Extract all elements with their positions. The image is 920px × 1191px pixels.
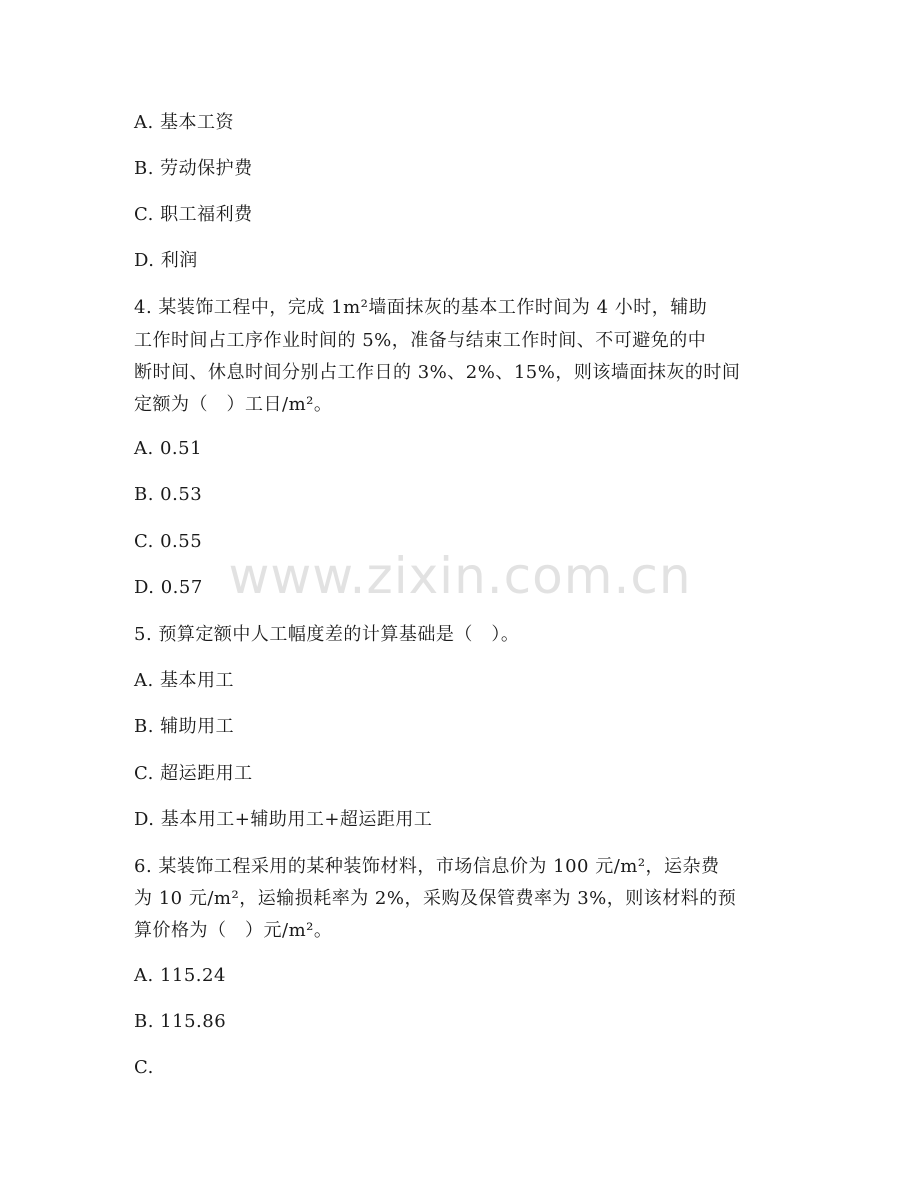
q4-option-d: D. 0.57 (134, 577, 203, 598)
question-4-line-1: 4. 某装饰工程中，完成 1m²墙面抹灰的基本工作时间为 4 小时，辅助 (134, 297, 708, 318)
option-c-welfare: C. 职工福利费 (134, 204, 253, 225)
q5-option-a: A. 基本用工 (134, 670, 234, 691)
q5-option-c: C. 超运距用工 (134, 763, 253, 784)
question-6-line-1: 6. 某装饰工程采用的某种装饰材料，市场信息价为 100 元/m²，运杂费 (134, 856, 720, 877)
option-d-profit: D. 利润 (134, 250, 198, 271)
question-4-line-2: 工作时间占工序作业时间的 5%，准备与结束工作时间、不可避免的中 (134, 330, 707, 351)
question-5: 5. 预算定额中人工幅度差的计算基础是（ ）。 (134, 624, 520, 645)
q4-option-b: B. 0.53 (134, 484, 203, 505)
option-a-basic-wage: A. 基本工资 (134, 112, 234, 133)
watermark: www.zixin.com.cn (228, 547, 692, 605)
question-4-line-3: 断时间、休息时间分别占工作日的 3%、2%、15%，则该墙面抹灰的时间 (134, 362, 741, 383)
q4-option-c: C. 0.55 (134, 531, 203, 552)
question-4-line-4: 定额为（ ）工日/m²。 (134, 394, 333, 415)
q4-option-a: A. 0.51 (134, 438, 203, 459)
question-6-line-3: 算价格为（ ）元/m²。 (134, 920, 333, 941)
q6-option-b: B. 115.86 (134, 1011, 227, 1032)
option-b-labor-protection: B. 劳动保护费 (134, 158, 253, 179)
question-6-line-2: 为 10 元/m²，运输损耗率为 2%，采购及保管费率为 3%，则该材料的预 (134, 888, 737, 909)
q5-option-d: D. 基本用工+辅助用工+超运距用工 (134, 809, 433, 830)
q6-option-a: A. 115.24 (134, 965, 226, 986)
q6-option-c: C. (134, 1057, 154, 1078)
q5-option-b: B. 辅助用工 (134, 716, 235, 737)
